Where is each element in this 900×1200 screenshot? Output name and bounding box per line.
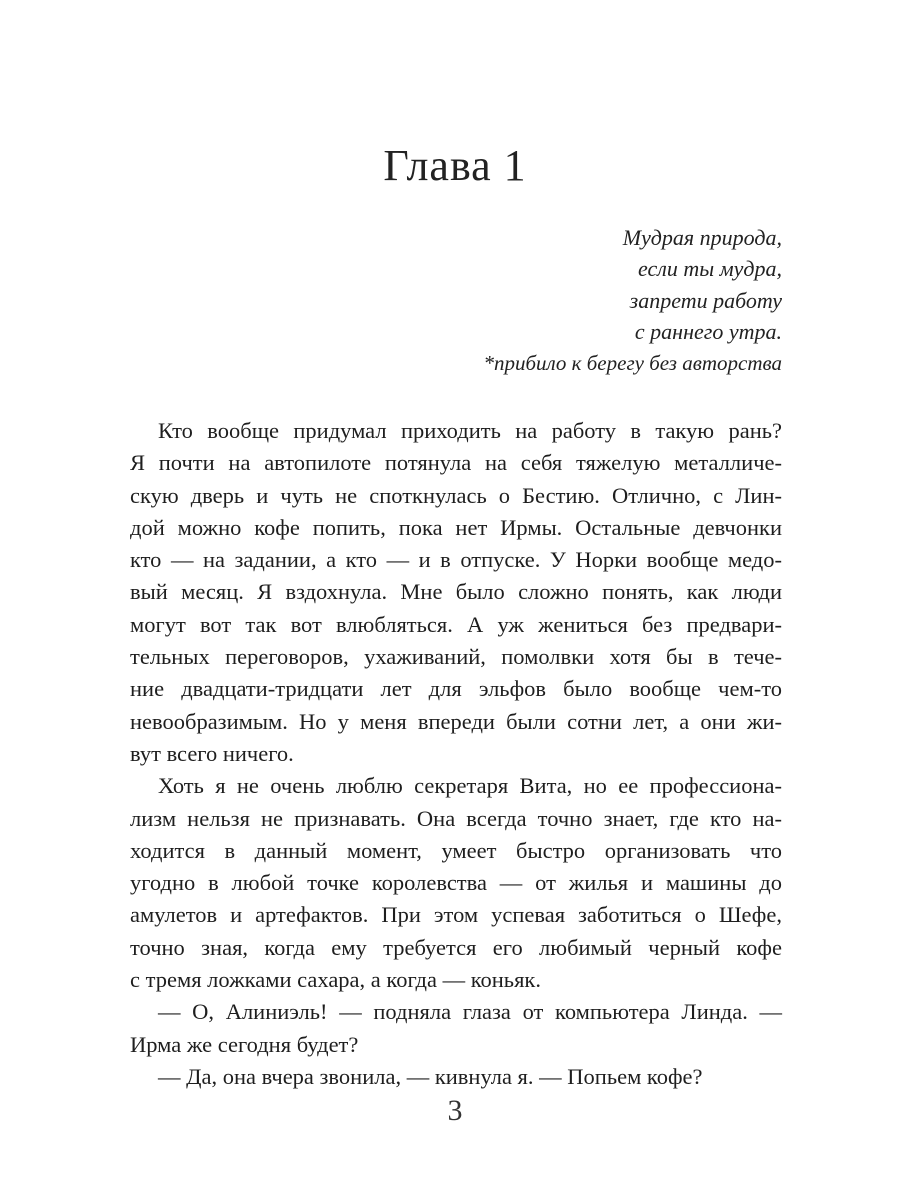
text-line: угодно в любой точке королевства — от жилья и машины до — [130, 870, 782, 896]
epigraph-line: если ты мудра, — [638, 256, 782, 282]
paragraph — [130, 770, 782, 996]
paragraph — [130, 1061, 782, 1093]
text-line: кто — на задании, а кто — и в отпуске. У Норки вообще медо- — [130, 547, 782, 573]
epigraph-line: запрети работу — [629, 287, 782, 313]
text-line: Хоть я не очень люблю секретаря Вита, но ее профессиона- — [158, 773, 782, 799]
chapter-title: Глава 1 — [383, 141, 527, 190]
epigraph — [623, 222, 782, 347]
text-line: вут всего ничего. — [130, 740, 294, 766]
paragraph — [130, 415, 782, 770]
paragraph — [130, 996, 782, 1061]
text-line: Ирма же сегодня будет? — [130, 1031, 359, 1057]
epigraph-line: с раннего утра. — [634, 318, 782, 344]
text-line: ние двадцати-тридцати лет для эльфов было вообще чем-то — [130, 676, 782, 702]
text-line: — Да, она вчера звонила, — кивнула я. — Попьем кофе? — [158, 1063, 703, 1089]
text-line: с тремя ложками сахара, а когда — коньяк. — [130, 967, 541, 993]
text-line: ходится в данный момент, умеет быстро организовать что — [130, 837, 782, 863]
text-line: могут вот так вот влюбляться. А уж жениться без предвари- — [130, 611, 782, 637]
text-line: Я почти на автопилоте потянула на себя тяжелую металличе- — [130, 450, 782, 476]
body-text — [130, 415, 782, 1093]
text-line: — О, Алиниэль! — подняла глаза от компьютера Линда. — — [158, 999, 782, 1025]
text-line: дой можно кофе попить, пока нет Ирмы. Остальные девчонки — [130, 514, 782, 540]
text-line: тельных переговоров, ухаживаний, помолвки хотя бы в тече- — [130, 644, 782, 670]
text-line: вый месяц. Я вздохнула. Мне было сложно понять, как люди — [130, 579, 782, 605]
text-line: Кто вообще придумал приходить на работу в такую рань? — [158, 418, 782, 443]
text-line: лизм нельзя не признавать. Она всегда точно знает, где кто на- — [130, 805, 782, 831]
text-line: точно зная, когда ему требуется его любимый черный кофе — [130, 934, 782, 960]
text-line: невообразимым. Но у меня впереди были сотни лет, а они жи- — [130, 708, 782, 734]
text-line: скую дверь и чуть не споткнулась о Бестию. Отлично, с Лин- — [130, 482, 782, 508]
epigraph-attribution: *прибило к берегу без авторства — [483, 351, 782, 375]
epigraph-line: Мудрая природа, — [622, 225, 782, 250]
text-line: амулетов и артефактов. При этом успевая заботиться о Шефе, — [130, 902, 782, 928]
page-number: 3 — [447, 1094, 463, 1127]
